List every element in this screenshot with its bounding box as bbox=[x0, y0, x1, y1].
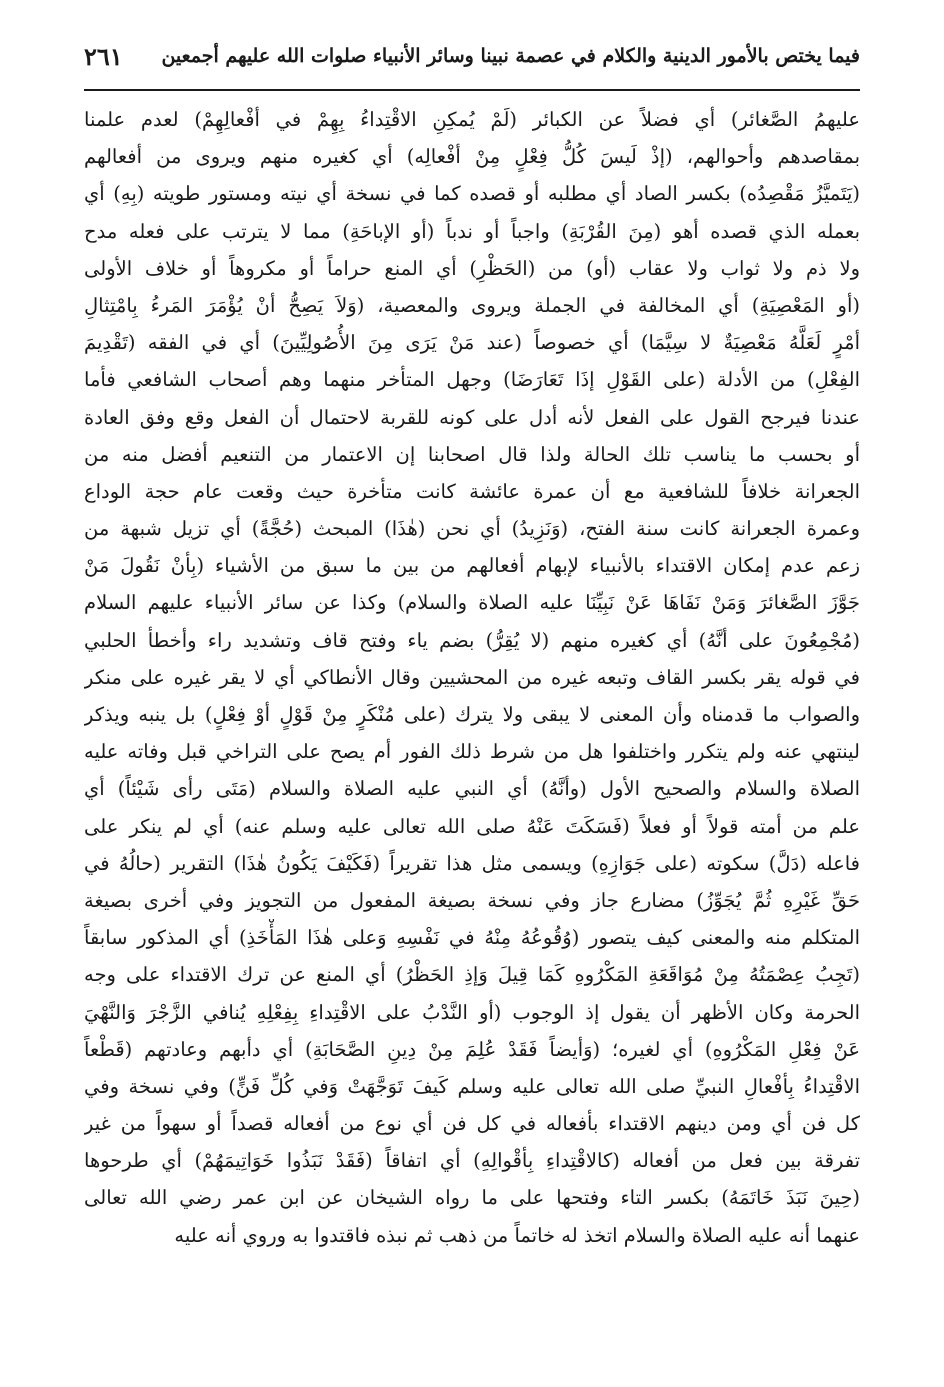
text-line: حَقِّ غَيْرِهِ ثُمَّ يُجَوِّزُ) مضارع جاز وفي نسخة بصيغة المفعول من التجويز وفي أخرى بصيغة bbox=[84, 888, 860, 912]
text-line: علم من أمته قولاً أو فعلاً (فَسَكَتَ عَنْهُ صلى الله تعالى عليه وسلم عنه) أي لم ينكر على bbox=[84, 814, 860, 838]
text-line: الحرمة وكان الأظهر أن يقول إذ الوجوب (أو النَّدْبُ على الاقْتِداءِ بِفِعْلِهِ يُنافي الزَّجْرَ وَالنَّهْيَ bbox=[84, 1000, 860, 1024]
text-line: لينتهي عنه ولم يتكرر واختلفوا هل من شرط ذلك الفور أم يصح على التراخي قبل وفاته عليه bbox=[84, 740, 860, 764]
text-line: ولا ذم ولا ثواب ولا عقاب (أو) من (الحَظْرِ) أي المنع حراماً أو مكروهاً أو خلاف الأولى bbox=[84, 256, 860, 280]
text-line: زعم عدم إمكان الاقتداء بالأنبياء لإبهام أفعالهم من بين ما سبق من الأشياء (بِأنْ نَقُولَ مَنْ bbox=[84, 554, 860, 578]
text-line: فاعله (دَلَّ) سكوته (على جَوَازِهِ) ويسمى مثل هذا تقريراً (فَكَيْفَ يَكُونُ هٰذَا) التقرير (حالُهُ في bbox=[84, 851, 860, 875]
text-line: المتكلم منه والمعنى كيف يتصور (وُقُوعُهُ مِنْهُ في نَفْسِهِ وَعلى هٰذَا المَأْخَذِ) أي المذكور سابقاً bbox=[84, 926, 860, 950]
text-line: أمْرٍ لَعَلَّهُ مَعْصِيَةٌ لا سِيَّمَا) أي خصوصاً (عند مَنْ يَرَى مِنَ الأُصُولِيِّينَ) أي في الفقه (تَقْدِيمَ bbox=[84, 331, 860, 355]
text-line: جَوَّزَ الصَّغائرَ وَمَنْ نَفَاهَا عَنْ نَبِيِّنَا عليه الصلاة والسلام) وكذا عن سائر الأنبياء عليهم السلام bbox=[84, 591, 860, 615]
text-line: كل فن أي ومن دينهم الاقتداء بأفعاله في كل فن أي نوع من أفعاله قصداً أو سهواً من غير bbox=[84, 1112, 860, 1136]
text-line: عليهمُ الصَّغائر) أي فضلاً عن الكبائر (لَمْ يُمكِنِ الاقْتِداءُ بِهِمْ في أفْعالِهِمْ) لعدم علمنا bbox=[84, 108, 860, 131]
running-header bbox=[84, 28, 860, 84]
text-line: وعمرة الجعرانة كانت سنة الفتح، (وَنَزِيدُ) أي نحن (هٰذَا) المبحث (حُجَّةً) أي تزيل شبهة من bbox=[84, 517, 860, 541]
body-text bbox=[84, 101, 860, 1254]
text-line: والصواب ما قدمناه وأن المعنى لا يبقى ولا يترك (على مُنْكَرٍ مِنْ قَوْلٍ أوْ فِعْلٍ) بل ينبه ويذكر bbox=[84, 703, 860, 726]
text-line: عندنا فيرجح القول على الفعل لأنه أدل على كونه للقربة لاحتمال أن الفعل وقع وفق العادة bbox=[84, 405, 860, 429]
text-line: (حِينَ نَبَذَ خَاتَمَهُ) بكسر التاء وفتحها على ما رواه الشيخان عن ابن عمر رضي الله تعالى bbox=[84, 1186, 860, 1210]
text-line: (أو المَعْصِيَةِ) أي المخالفة في الجملة ويروى والمعصية، (وَلاَ يَصِحُّ أنْ يُؤْمَرَ المَرءُ بِامْتِثالِ bbox=[84, 293, 860, 317]
text-line: عَنْ فِعْلِ المَكْرُوهِ) أي لغيره؛ (وَأيضاً فَقَدْ عُلِمَ مِنْ دِينِ الصَّحَابَةِ) أي دأبهم وعادتهم (قَطْعاً bbox=[84, 1037, 860, 1061]
text-line: بعمله الذي قصده أهو (مِنَ القُرْبَةِ) واجباً أو ندباً (أو الإباحَةِ) مما لا يترتب على فعله مدح bbox=[84, 219, 860, 243]
running-header-title: فيما يختص بالأمور الدينية والكلام في عصمة نبينا وسائر الأنبياء صلوات الله عليهم أجمعين bbox=[161, 45, 860, 67]
text-line: (مُجْمِعُونَ على أنَّهُ) أي كغيره منهم (لا يُقِرُّ) بضم ياء وفتح قاف وتشديد راء وأخطأ الحلبي bbox=[84, 628, 860, 652]
text-line: (يَتَميَّزُ مَقْصِدُه) بكسر الصاد أي مطلبه أو قصده كما في نسخة أي نيته ومستور طويته (بِهِ) أي bbox=[84, 182, 860, 206]
page-number: ٢٦١ bbox=[84, 41, 123, 71]
text-line: في قوله يقر بكسر القاف وتبعه غيره من المحشيين وقال الأنطاكي أي لا يقر غيره على منكر bbox=[84, 665, 860, 689]
header-divider bbox=[84, 89, 860, 91]
text-line: الصلاة والسلام والصحيح الأول (وأنَّهُ) أي النبي عليه الصلاة والسلام (مَتَى رأى شَيْئاً) أي bbox=[84, 777, 860, 801]
text-line: الجعرانة خلافاً للشافعية مع أن عمرة عائشة كانت متأخرة حيث وقعت عام حجة الوداع bbox=[84, 479, 860, 503]
text-line: بمقاصدهم وأحوالهم، (إذْ لَيسَ كُلُّ فِعْلٍ مِنْ أفْعالِه) أي كغيره منهم ويروى من أفعالهم bbox=[84, 145, 860, 169]
text-line: عنهما أنه عليه الصلاة والسلام اتخذ له خاتماً من ذهب ثم نبذه فاقتدوا به وروي أنه عليه bbox=[174, 1223, 860, 1247]
text-line: (تَجِبُ عِصْمَتُهُ مِنْ مُوَاقَعَةِ المَكْرُوهِ كَمَا قِيلَ وَإذِ الحَظْرُ) أي المنع عن ترك الاقتداء على وجه bbox=[84, 963, 860, 987]
text-line: تفرقة بين فعل من أفعاله (كالاقْتِداءِ بِأقْوالِهِ) أي اتفاقاً (فَقَدْ نَبَذُوا خَوَاتِيمَهُمْ) أي طرحوها bbox=[84, 1149, 860, 1173]
text-line: أو بحسب ما يناسب تلك الحالة ولذا قال اصحابنا إن الاعتمار من التنعيم أفضل منه من bbox=[84, 442, 860, 466]
text-line: الاقْتِداءُ بِأفْعالِ النبيِّ صلى الله تعالى عليه وسلم كَيفَ تَوَجَّهَتْ وَفي كُلِّ فَنٍّ) وفي نسخة وفي bbox=[84, 1074, 860, 1098]
text-line: الفِعْلِ) من الأدلة (على القَوْلِ إذَا تَعَارَضَا) وجهل المتأخر منهما وهم أصحاب الشافعي فأما bbox=[84, 368, 860, 392]
